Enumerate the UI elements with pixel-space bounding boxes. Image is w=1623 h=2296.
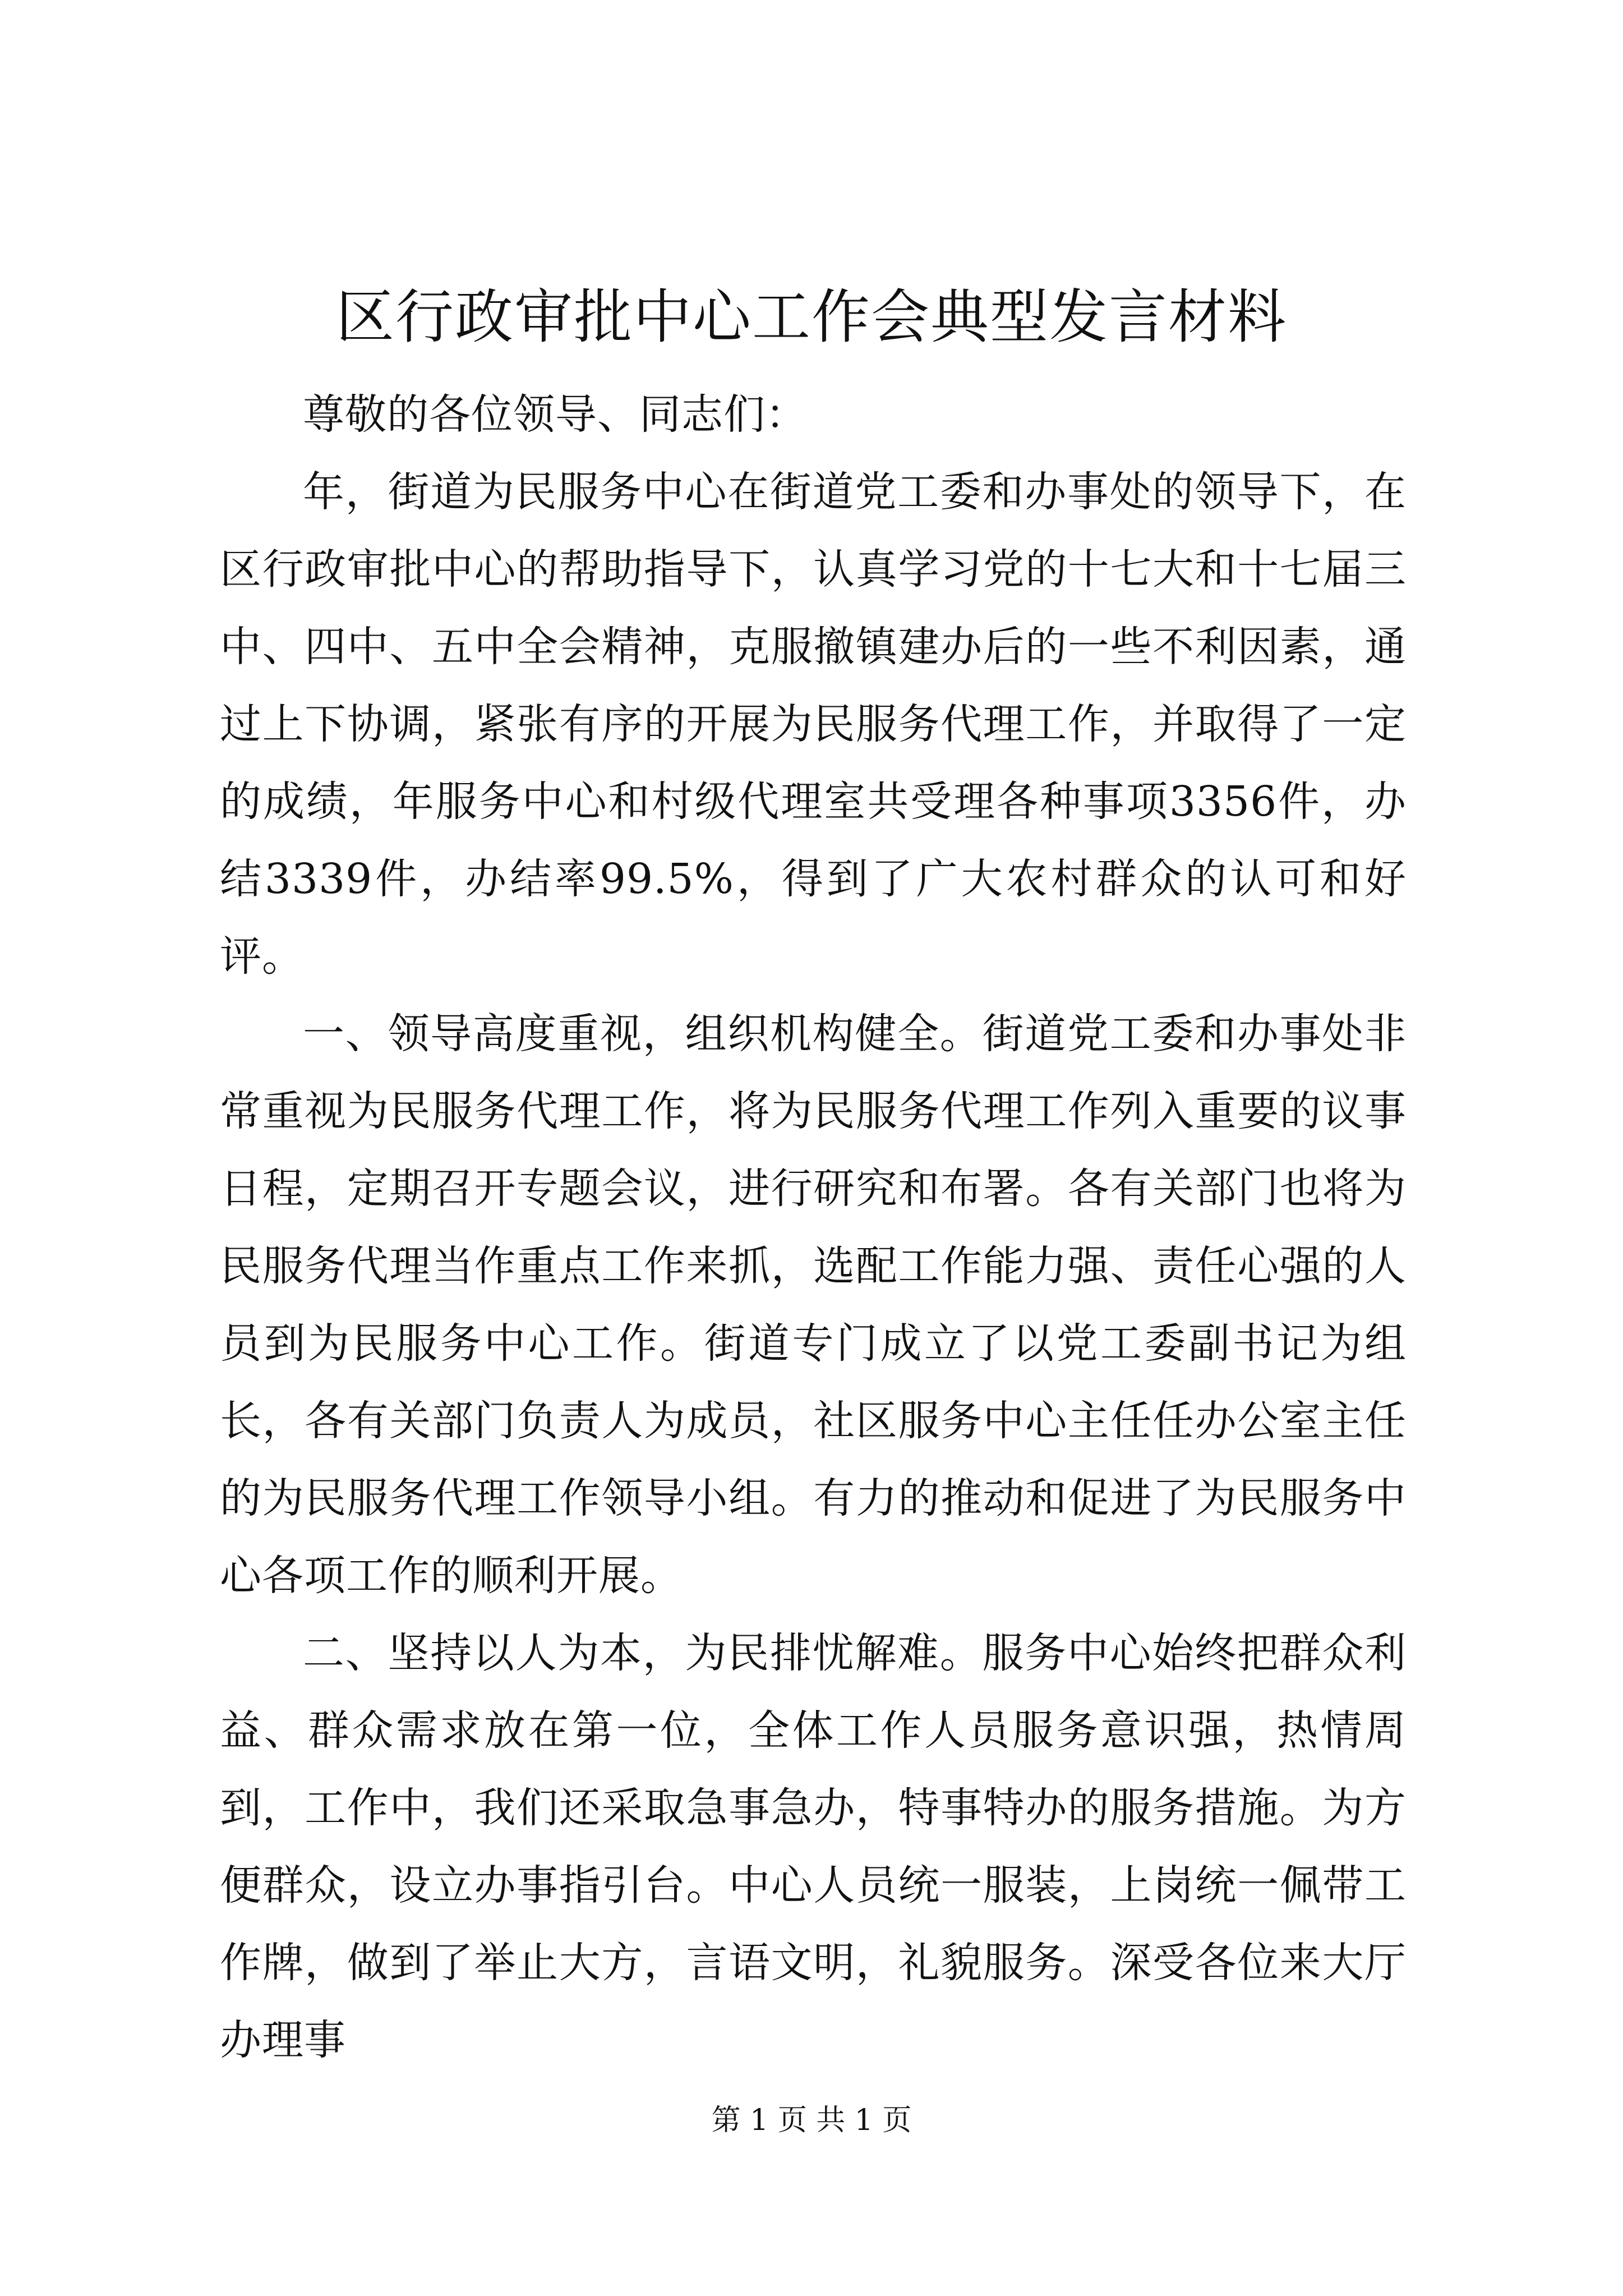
section-one-paragraph: 一、领导高度重视，组织机构健全。街道党工委和办事处非常重视为民服务代理工作，将为民服务代理工作列入重要的议事日程，定期召开专题会议，进行研究和布署。各有关部门也将为民服务代理当作重点工作来抓，选配工作能力强、责任心强的人员到为民服务中心工作。街道专门成立了以党工委副书记为组长，各有关部门负责人为成员，社区服务中心主任任办公室主任的为民服务代理工作领导小组。有力的推动和促进了为民服务中心各项工作的顺利开展。 bbox=[220, 1010, 1407, 1600]
document-title: 区行政审批中心工作会典型发言材料 bbox=[335, 283, 1287, 351]
intro-paragraph: 年，街道为民服务中心在街道党工委和办事处的领导下，在区行政审批中心的帮助指导下，认真学习党的十七大和十七届三中、四中、五中全会精神，克服撤镇建办后的一些不利因素，通过上下协调，紧张有序的开展为民服务代理工作，并取得了一定的成绩，年服务中心和村级代理室共受理各种事项3356件，办结3339件，办结率99.5%，得到了广大农村群众的认可和好评。 bbox=[220, 468, 1407, 981]
page-number-footer: 第 1 页 共 1 页 bbox=[711, 2104, 912, 2137]
salutation-paragraph: 尊敬的各位领导、同志们： bbox=[303, 390, 808, 439]
section-two-paragraph: 二、坚持以人为本，为民排忧解难。服务中心始终把群众利益、群众需求放在第一位，全体工作人员服务意识强，热情周到，工作中，我们还采取急事急办，特事特办的服务措施。为方便群众，设立办事指引台。中心人员统一服装，上岗统一佩带工作牌，做到了举止大方，言语文明，礼貌服务。深受各位来大厅办理事 bbox=[220, 1629, 1407, 2064]
document-body bbox=[220, 376, 1407, 2079]
